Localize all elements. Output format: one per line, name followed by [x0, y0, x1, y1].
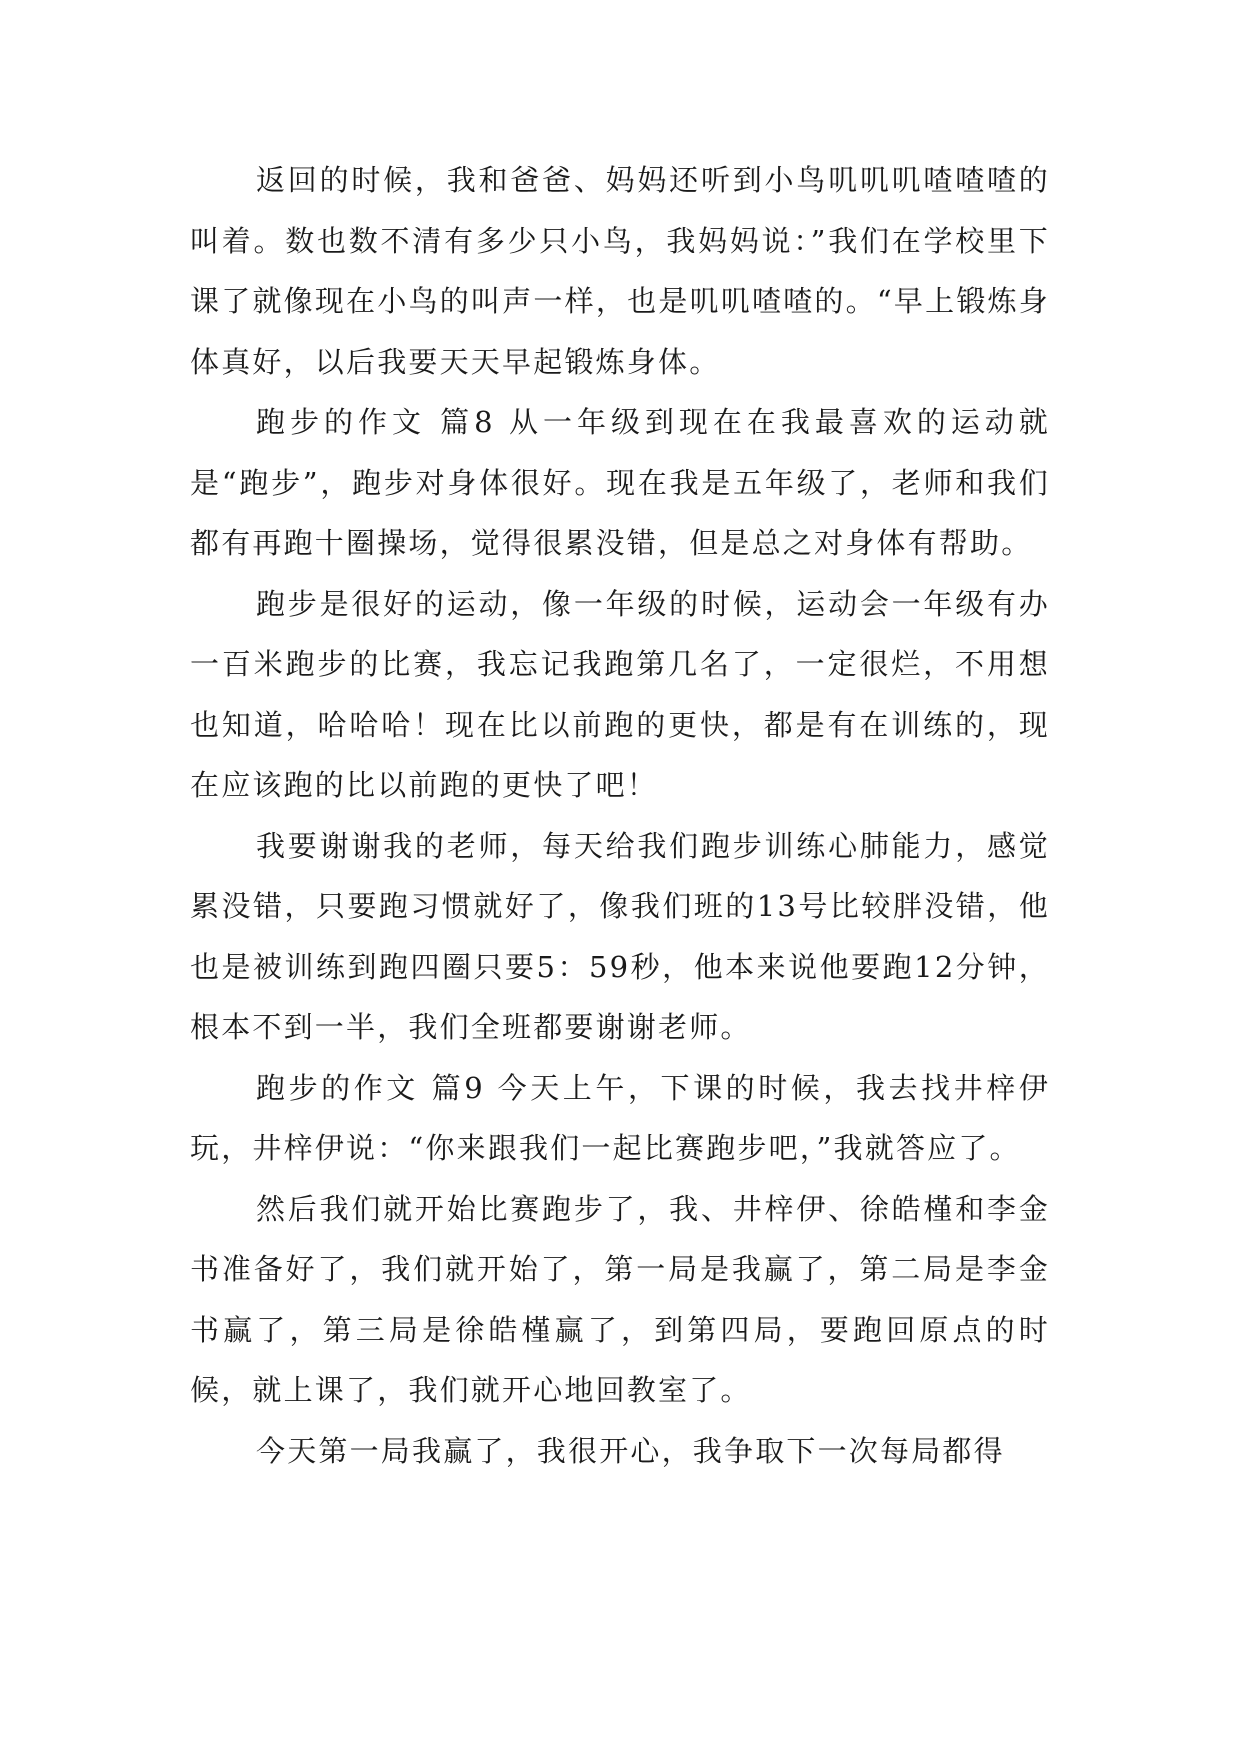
paragraph: 跑步是很好的运动，像一年级的时候，运动会一年级有办一百米跑步的比赛，我忘记我跑第几名了，一定很烂，不用想也知道，哈哈哈！现在比以前跑的更快，都是有在训练的，现在应该跑的比以前跑的更快了吧！ — [190, 586, 1050, 802]
paragraph: 今天第一局我赢了，我很开心，我争取下一次每局都得 — [256, 1433, 1005, 1468]
paragraph: 跑步的作文 篇9 今天上午，下课的时候，我去找井梓伊玩，井梓伊说：“你来跟我们一起比赛跑步吧，”我就答应了。 — [190, 1070, 1050, 1165]
paragraph: 我要谢谢我的老师，每天给我们跑步训练心肺能力，感觉累没错，只要跑习惯就好了，像我们班的13号比较胖没错，他也是被训练到跑四圈只要5：59秒，他本来说他要跑12分钟，根本不到一半，我们全班都要谢谢老师。 — [190, 828, 1050, 1044]
paragraph: 然后我们就开始比赛跑步了，我、井梓伊、徐皓槿和李金书准备好了，我们就开始了，第一局是我赢了，第二局是李金书赢了，第三局是徐皓槿赢了，到第四局，要跑回原点的时候，就上课了，我们就开心地回教室了。 — [190, 1191, 1050, 1407]
essay-body — [190, 150, 1050, 1481]
paragraph: 跑步的作文 篇8 从一年级到现在在我最喜欢的运动就是“跑步”，跑步对身体很好。现在我是五年级了，老师和我们都有再跑十圈操场，觉得很累没错，但是总之对身体有帮助。 — [190, 405, 1050, 560]
paragraph: 返回的时候，我和爸爸、妈妈还听到小鸟叽叽叽喳喳喳的叫着。数也数不清有多少只小鸟，我妈妈说：”我们在学校里下课了就像现在小鸟的叫声一样，也是叽叽喳喳的。“早上锻炼身体真好，以后我要天天早起锻炼身体。 — [190, 163, 1050, 379]
